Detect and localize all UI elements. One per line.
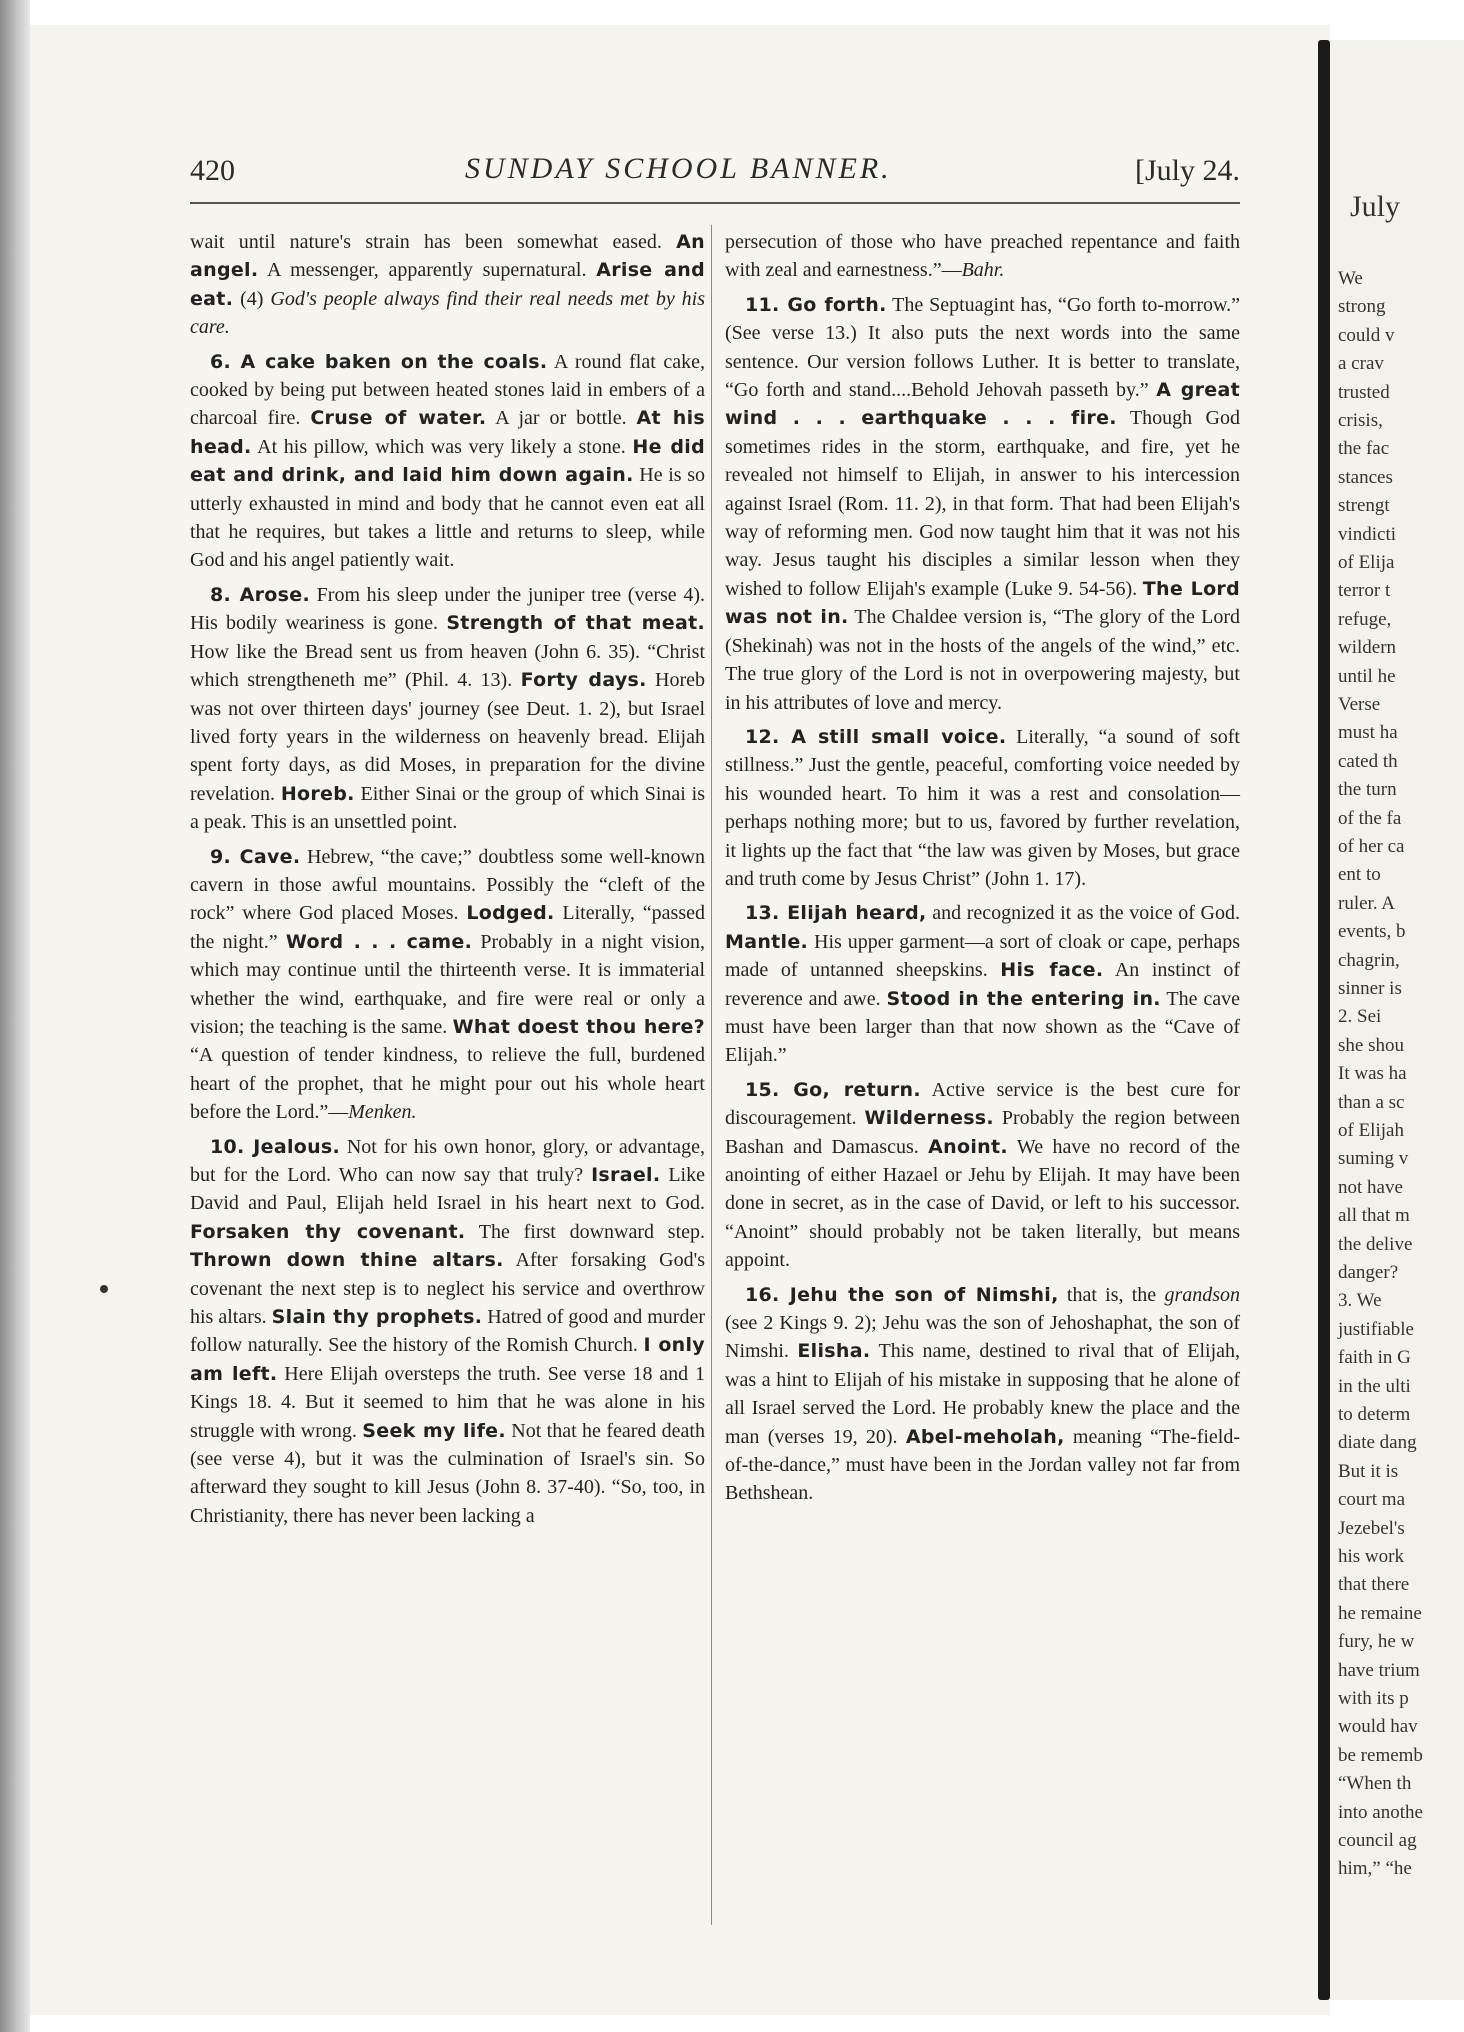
entry-heading: 16. Jehu the son of Nimshi, bbox=[745, 1283, 1059, 1306]
entry-heading: A great wind . . . earthquake . . . fire. bbox=[725, 379, 1240, 430]
body-text: The Chaldee version is, “The glory of the Lord (Shekinah) was not in the hosts of the angels of the wind,” etc. The true glory of the Lord is not in overpowering majesty, but in his attributes of love and mercy. bbox=[725, 606, 1240, 714]
entry-heading: Slain thy prophets. bbox=[271, 1306, 483, 1329]
entry-heading: Arise and eat. bbox=[190, 259, 705, 310]
entry-heading: His face. bbox=[1000, 959, 1104, 982]
body-text: At his pillow, which was very likely a stone. bbox=[251, 435, 633, 458]
body-text: Not that he feared death (see verse 4), but it was the culmination of Israel's sin. So afterward they sought to kill Jesus (John 8. 37-40). “So, too, in Christianity, there has never been lacking a bbox=[190, 1419, 705, 1527]
italic-text: grandson bbox=[1164, 1283, 1241, 1306]
facing-page-line: until he bbox=[1338, 665, 1396, 687]
body-text: Horeb was not over thirteen days' journey (see Deut. 1. 2), but Israel lived forty years in the wilderness on heavenly bread. Elijah spent forty days, as did Moses, in preparation for the divine revelation. bbox=[190, 669, 705, 805]
body-text: Like David and Paul, Elijah held Israel in his heart next to God. bbox=[190, 1164, 705, 1215]
facing-page-line: she shou bbox=[1338, 1034, 1404, 1056]
body-text: A messenger, apparently supernatural. bbox=[258, 259, 597, 282]
body-text: After forsaking God's covenant the next step is to neglect his service and overthrow his altars. bbox=[190, 1249, 705, 1329]
body-text: and recognized it as the voice of God. bbox=[926, 902, 1240, 925]
italic-text: God's people always find their real needs met by his care. bbox=[190, 287, 705, 339]
facing-page-line: council ag bbox=[1338, 1830, 1417, 1851]
body-text: The Septuagint has, “Go forth to-morrow.” (See verse 13.) It also puts the next words into the same sentence. Our version follows Luther. It is better to translate, “Go forth and stand....Behold Jehovah passeth by.” bbox=[725, 293, 1240, 402]
facing-page-line: cated th bbox=[1338, 750, 1398, 772]
facing-page-line: the delive bbox=[1338, 1233, 1413, 1255]
entry-heading: At his head. bbox=[190, 407, 705, 458]
facing-page-line: the fac bbox=[1338, 438, 1390, 460]
scan-binding-edge bbox=[0, 0, 30, 2032]
facing-page-line: We bbox=[1338, 268, 1363, 289]
facing-page-line: sinner is bbox=[1338, 978, 1402, 999]
facing-page-line: “When th bbox=[1338, 1773, 1412, 1795]
commentary-paragraph bbox=[725, 723, 1240, 893]
facing-page-line: chagrin, bbox=[1338, 949, 1400, 971]
facing-page-line: ruler. A bbox=[1338, 892, 1395, 914]
facing-page-line: him,” “he bbox=[1338, 1858, 1412, 1880]
body-text: Literally, “passed the night.” bbox=[190, 902, 705, 953]
facing-page-line: crisis, bbox=[1338, 410, 1383, 431]
facing-page-line: 3. We bbox=[1338, 1290, 1382, 1312]
body-text: meaning “The-field-of-the-dance,” must have been in the Jordan valley not far from Bethshean. bbox=[725, 1425, 1241, 1505]
body-text: A round flat cake, cooked by being put between heated stones laid in embers of a charcoal fire. bbox=[190, 350, 705, 430]
commentary-paragraph bbox=[725, 1076, 1240, 1275]
facing-page-line: the turn bbox=[1338, 779, 1397, 801]
body-text: persecution of those who have preached repentance and faith with zeal and earnestness.”— bbox=[725, 231, 1240, 282]
entry-heading: Mantle. bbox=[725, 930, 809, 953]
body-text: Active service is the best cure for discouragement. bbox=[725, 1078, 1241, 1130]
entry-heading: Cruse of water. bbox=[310, 407, 487, 430]
italic-text: Menken. bbox=[348, 1101, 417, 1124]
facing-page-line: ent to bbox=[1338, 864, 1381, 886]
facing-page-line: he remaine bbox=[1338, 1602, 1422, 1624]
facing-page-line: of Elijah bbox=[1338, 1120, 1404, 1141]
entry-heading: 8. Arose. bbox=[210, 583, 310, 606]
facing-page-line: not have bbox=[1338, 1176, 1403, 1198]
facing-page-header: July bbox=[1350, 190, 1401, 223]
facing-page-fragment bbox=[1330, 40, 1464, 2000]
facing-page-line: vindicti bbox=[1338, 523, 1397, 545]
column-divider bbox=[711, 225, 712, 1925]
body-text: Not for his own honor, glory, or advantage, but for the Lord. Who can now say that truly? bbox=[190, 1135, 705, 1186]
entry-heading: Seek my life. bbox=[362, 1419, 506, 1442]
facing-page-line: court ma bbox=[1338, 1489, 1406, 1511]
commentary-paragraph bbox=[190, 581, 705, 837]
facing-page-line: diate dang bbox=[1338, 1432, 1417, 1454]
facing-page-line: that there bbox=[1338, 1574, 1410, 1596]
facing-page-line: than a sc bbox=[1338, 1091, 1405, 1113]
facing-page-line: danger? bbox=[1338, 1262, 1399, 1283]
entry-heading: An angel. bbox=[190, 231, 705, 282]
commentary-paragraph bbox=[725, 899, 1240, 1069]
facing-page-line: suming v bbox=[1338, 1148, 1409, 1170]
body-text: Hebrew, “the cave;” doubtless some well-known cavern in those awful mountains. Possibly the “cleft of the rock” where God placed Moses. bbox=[190, 845, 705, 925]
commentary-paragraph bbox=[190, 843, 705, 1127]
entry-heading: Israel. bbox=[591, 1164, 661, 1186]
facing-page-line: It was ha bbox=[1338, 1063, 1407, 1085]
facing-page-line: of her ca bbox=[1338, 836, 1405, 857]
commentary-paragraph bbox=[190, 1133, 705, 1531]
entry-heading: Lodged. bbox=[466, 902, 555, 925]
facing-page-line: be rememb bbox=[1338, 1744, 1423, 1766]
facing-page-line: terror t bbox=[1338, 580, 1391, 602]
facing-page-line: But it is bbox=[1338, 1460, 1399, 1482]
facing-page-line: Jezebel's bbox=[1338, 1517, 1405, 1539]
facing-page-line: faith in G bbox=[1338, 1347, 1411, 1369]
facing-page-line: stances bbox=[1338, 466, 1393, 488]
facing-page-line: with its p bbox=[1338, 1688, 1409, 1709]
body-text: (see 2 Kings 9. 2); Jehu was the son of Jehoshaphat, the son of Nimshi. bbox=[725, 1312, 1240, 1363]
entry-heading: Horeb. bbox=[280, 782, 355, 805]
body-text: Hatred of good and murder follow naturally. See the history of the Romish Church. bbox=[190, 1306, 706, 1357]
entry-heading: Word . . . came. bbox=[285, 930, 473, 953]
facing-page-line: wildern bbox=[1338, 637, 1397, 659]
body-text: Either Sinai or the group of which Sinai is a peak. This is an unsettled point. bbox=[190, 782, 705, 834]
body-text: “A question of tender kindness, to relieve the full, burdened heart of the prophet, that he might pour out his whole heart before the Lord.”— bbox=[190, 1044, 705, 1124]
entry-heading: 11. Go forth. bbox=[745, 293, 887, 316]
body-text: wait until nature's strain has been somewhat eased. bbox=[190, 231, 677, 253]
entry-heading: 9. Cave. bbox=[210, 845, 301, 868]
entry-heading: Stood in the entering in. bbox=[886, 987, 1161, 1010]
facing-page-line: justifiable bbox=[1338, 1318, 1414, 1340]
header-rule bbox=[190, 202, 1240, 204]
body-text: Probably the region between Bashan and Damascus. bbox=[725, 1107, 1240, 1158]
facing-page-line: events, b bbox=[1338, 921, 1406, 943]
entry-heading: Thrown down thine altars. bbox=[190, 1249, 504, 1272]
body-text: A jar or bottle. bbox=[486, 407, 637, 430]
entry-heading: Abel-meholah, bbox=[905, 1425, 1065, 1448]
facing-page-line: trusted bbox=[1338, 381, 1390, 403]
facing-page-line: strengt bbox=[1338, 495, 1390, 517]
body-text: This name, destined to rival that of Elijah, was a hint to Elijah of his mistake in supposing that he alone of all Israel served the Lord. He probably knew the place and the man (verses 19, 20). bbox=[725, 1340, 1240, 1448]
body-text: From his sleep under the juniper tree (verse 4). His bodily weariness is gone. bbox=[190, 583, 705, 635]
commentary-paragraph bbox=[190, 348, 705, 575]
left-column bbox=[190, 228, 705, 1536]
entry-heading: Strength of that meat. bbox=[446, 612, 705, 635]
body-text: Though God sometimes rides in the storm, earthquake, and fire, yet he revealed not himself to Elijah, in answer to his intercession against Israel (Rom. 11. 2), in that form. That had been Elijah's way of reforming men. God now taught him that it was not his way. Jesus taught his disciples a similar lesson when they wished to follow Elijah's example (Luke 9. 54-56). bbox=[725, 407, 1240, 600]
running-header bbox=[190, 150, 1240, 194]
facing-page-line: in the ulti bbox=[1338, 1375, 1411, 1397]
header-date: [July 24. bbox=[1135, 154, 1240, 187]
margin-mark bbox=[100, 1285, 108, 1293]
italic-text: Bahr. bbox=[961, 259, 1005, 282]
body-text: that is, the bbox=[1058, 1283, 1165, 1306]
entry-heading: 15. Go, return. bbox=[745, 1078, 921, 1101]
commentary-paragraph bbox=[725, 228, 1240, 285]
running-title: SUNDAY SCHOOL BANNER. bbox=[465, 152, 892, 185]
book-gutter bbox=[1318, 40, 1330, 2000]
entry-heading: 13. Elijah heard, bbox=[745, 902, 927, 925]
body-text: Here Elijah oversteps the truth. See verse 18 and 1 Kings 18. 4. But it seemed to him that he was alone in his struggle with wrong. bbox=[190, 1362, 705, 1442]
entry-heading: I only am left. bbox=[190, 1334, 705, 1385]
facing-page-line: Verse bbox=[1338, 694, 1381, 715]
facing-page-line: all that m bbox=[1338, 1205, 1410, 1227]
body-text: Probably in a night vision, which may continue until the thirteenth verse. It is immaterial whether the wind, earthquake, and fire were real or only a vision; the teaching is the same. bbox=[190, 930, 705, 1038]
facing-page-line: must ha bbox=[1338, 722, 1398, 744]
facing-page-line: 2. Sei bbox=[1338, 1006, 1382, 1028]
facing-page-line: of the fa bbox=[1338, 807, 1402, 829]
entry-heading: Elisha. bbox=[797, 1340, 871, 1363]
facing-page-line: strong bbox=[1338, 296, 1386, 318]
facing-page-line: could v bbox=[1338, 324, 1395, 346]
body-text: His upper garment—a sort of cloak or cape, perhaps made of untanned sheepskins. bbox=[725, 930, 1240, 982]
commentary-paragraph bbox=[190, 228, 705, 342]
entry-heading: Anoint. bbox=[928, 1135, 1008, 1158]
entry-heading: The Lord was not in. bbox=[725, 577, 1240, 629]
entry-heading: Wilderness. bbox=[864, 1107, 994, 1130]
facing-page-line: of Elija bbox=[1338, 552, 1395, 573]
facing-page-line: into anothe bbox=[1338, 1801, 1423, 1823]
entry-heading: He did eat and drink, and laid him down again. bbox=[190, 435, 705, 487]
commentary-paragraph bbox=[725, 1281, 1240, 1508]
facing-page-line: his work bbox=[1338, 1546, 1404, 1567]
body-text: How like the Bread sent us from heaven (John 6. 35). “Christ which strengtheneth me” (Phil. 4. 13). bbox=[190, 640, 705, 692]
body-text: An instinct of reverence and awe. bbox=[725, 959, 1240, 1010]
body-text: The first downward step. bbox=[465, 1220, 706, 1243]
page-number: 420 bbox=[190, 154, 235, 187]
body-text: The cave must have been larger than that now shown as the “Cave of Elijah.” bbox=[725, 987, 1241, 1067]
facing-page-line: a crav bbox=[1338, 353, 1384, 375]
entry-heading: 10. Jealous. bbox=[210, 1135, 341, 1158]
facing-page-line: would hav bbox=[1338, 1716, 1418, 1738]
entry-heading: Forsaken thy covenant. bbox=[190, 1220, 466, 1243]
entry-heading: 12. A still small voice. bbox=[745, 725, 1007, 748]
facing-page-line: to determ bbox=[1338, 1404, 1411, 1425]
facing-page-line: fury, he w bbox=[1338, 1631, 1415, 1653]
facing-page-line: have trium bbox=[1338, 1659, 1420, 1681]
body-text: He is so utterly exhausted in mind and body that he cannot even eat all that he requires, but takes a little and returns to sleep, while God and his angel patiently wait. bbox=[190, 464, 705, 572]
commentary-paragraph bbox=[725, 291, 1240, 717]
entry-heading: Forty days. bbox=[520, 669, 647, 692]
body-text: Literally, “a sound of soft stillness.” Just the gentle, peaceful, comforting voice needed by his wounded heart. To him it was a rest and consolation—perhaps nothing more; but to us, favored by further revelation, it lights up the fact that “the law was given by Moses, but grace and truth come by Jesus Christ” (John 1. 17). bbox=[725, 725, 1240, 890]
entry-heading: 6. A cake baken on the coals. bbox=[210, 350, 548, 373]
body-text: (4) bbox=[233, 287, 271, 310]
right-column bbox=[725, 228, 1240, 1514]
facing-page-line: refuge, bbox=[1338, 608, 1392, 630]
body-text: We have no record of the anointing of either Hazael or Jehu by Elijah. It may have been done in secret, as in the case of David, or left to his successor. “Anoint” should probably not be taken literally, but means appoint. bbox=[725, 1135, 1240, 1272]
entry-heading: What doest thou here? bbox=[452, 1015, 706, 1038]
